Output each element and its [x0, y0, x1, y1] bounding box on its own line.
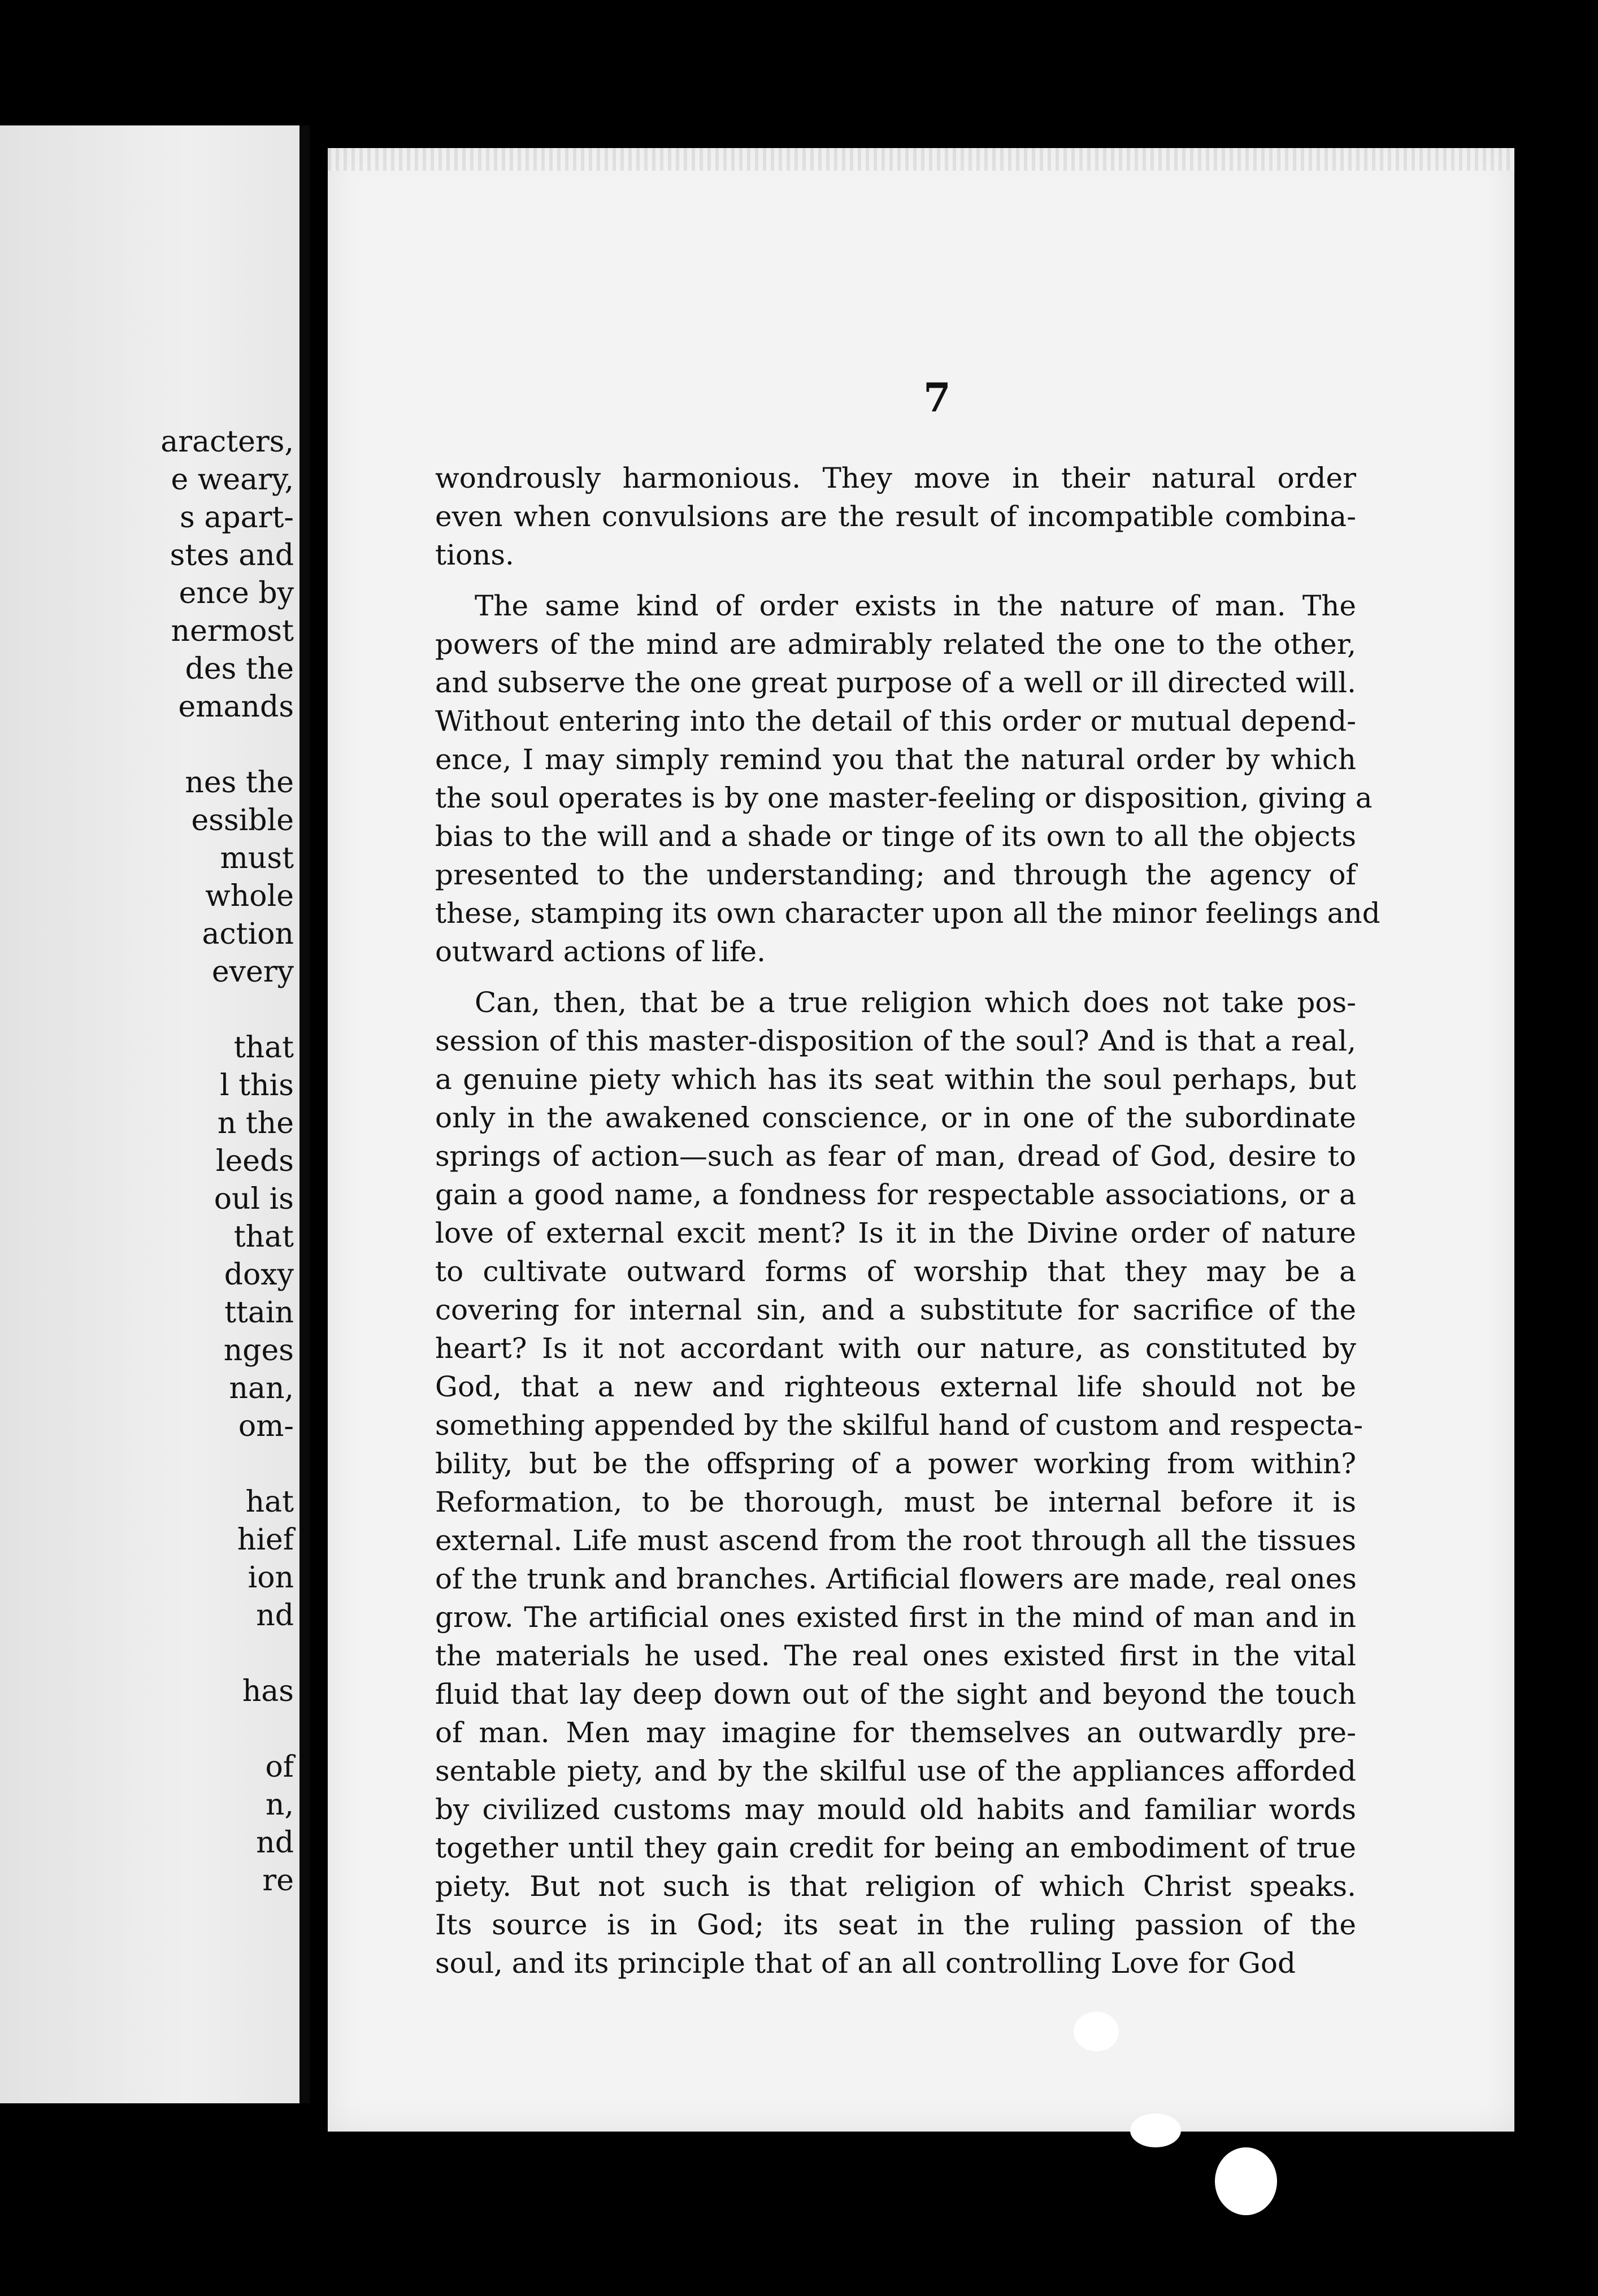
previous-page-line: ttain	[224, 1296, 294, 1330]
text-line: bias to the will and a shade or tinge of its own to all the objects	[435, 820, 1356, 853]
text-line: Without entering into the detail of this order or mutual depend-	[435, 705, 1356, 737]
previous-page-line: nges	[223, 1334, 294, 1368]
text-line: the soul operates is by one master-feeling or disposition, giving a	[435, 782, 1373, 814]
text-line: Reformation, to be thorough, must be internal before it is	[435, 1486, 1356, 1518]
previous-page-line: that	[233, 1220, 294, 1254]
current-page	[328, 148, 1514, 2132]
text-line: fluid that lay deep down out of the sight and beyond the touch	[435, 1678, 1356, 1711]
previous-page-line: whole	[205, 879, 294, 913]
paragraph-gap	[435, 574, 1356, 587]
previous-page-line: stes and	[170, 539, 294, 572]
text-line: grow. The artificial ones existed first in the mind of man and in	[435, 1601, 1356, 1634]
previous-page-line: ion	[247, 1561, 294, 1595]
previous-page-line: n the	[217, 1106, 294, 1140]
text-line: powers of the mind are admirably related the one to the other,	[435, 628, 1356, 661]
previous-page-line: emands	[178, 690, 294, 724]
text-line: sentable piety, and by the skilful use of the appliances afforded	[435, 1755, 1356, 1787]
paragraph-gap	[435, 971, 1356, 983]
text-line: outward actions of life.	[435, 935, 766, 968]
previous-page-line: nermost	[171, 614, 294, 648]
text-line: a genuine piety which has its seat within the soul perhaps, but	[435, 1063, 1356, 1096]
text-line: to cultivate outward forms of worship that they may be a	[435, 1255, 1356, 1288]
text-line: springs of action—such as fear of man, dread of God, desire to	[435, 1140, 1356, 1173]
previous-page-line: that	[233, 1031, 294, 1065]
previous-page-line: n,	[265, 1788, 294, 1822]
text-line: covering for internal sin, and a substitute for sacrifice of the	[435, 1294, 1356, 1326]
page-number: 7	[923, 374, 951, 421]
text-line: session of this master-disposition of the soul? And is that a real,	[435, 1025, 1356, 1057]
previous-page-line: must	[220, 841, 294, 875]
previous-page-line: leeds	[215, 1144, 294, 1178]
previous-page-fragment	[0, 125, 310, 2103]
previous-page-line: re	[262, 1864, 294, 1898]
previous-page-line: l this	[220, 1069, 294, 1103]
previous-page-line: oul is	[214, 1182, 294, 1216]
previous-page-line: essible	[191, 804, 294, 837]
text-line: the materials he used. The real ones existed first in the vital	[435, 1639, 1356, 1672]
text-line: these, stamping its own character upon all the minor feelings and	[435, 897, 1380, 930]
text-line: piety. But not such is that religion of which Christ speaks.	[435, 1870, 1356, 1903]
previous-page-line: s apart-	[180, 501, 294, 535]
text-line: of the trunk and branches. Artificial flowers are made, real ones	[435, 1563, 1357, 1595]
previous-page-line: nd	[256, 1826, 294, 1860]
text-line: by civilized customs may mould old habits and familiar words	[435, 1793, 1356, 1826]
text-line: only in the awakened conscience, or in one of the subordinate	[435, 1101, 1356, 1134]
text-line: external. Life must ascend from the root through all the tissues	[435, 1524, 1356, 1557]
scan-smudge	[1215, 2147, 1277, 2215]
text-line: God, that a new and righteous external life should not be	[435, 1370, 1356, 1403]
text-line: ence, I may simply remind you that the natural order by which	[435, 743, 1356, 776]
text-line: together until they gain credit for being an embodiment of true	[435, 1831, 1356, 1864]
text-line: Can, then, that be a true religion which does not take pos-	[475, 986, 1356, 1019]
text-line: even when convulsions are the result of incompatible combina-	[435, 500, 1356, 533]
previous-page-line: action	[202, 917, 294, 951]
previous-page-line: nd	[256, 1599, 294, 1633]
text-line: Its source is in God; its seat in the ruling passion of the	[435, 1908, 1356, 1941]
text-line: presented to the understanding; and through the agency of	[435, 858, 1356, 891]
text-line: of man. Men may imagine for themselves an outwardly pre-	[435, 1716, 1356, 1749]
text-line: love of external excit ment? Is it in the Divine order of nature	[435, 1217, 1356, 1249]
text-line: tions.	[435, 539, 514, 571]
text-line: something appended by the skilful hand of custom and respecta-	[435, 1409, 1363, 1442]
text-line: gain a good name, a fondness for respectable associations, or a	[435, 1178, 1356, 1211]
previous-page-line: nes the	[185, 766, 294, 800]
scan-smudge	[1130, 2113, 1181, 2147]
previous-page-line: of	[265, 1750, 294, 1784]
text-line: and subserve the one great purpose of a well or ill directed will.	[435, 666, 1356, 699]
previous-page-line: aracters,	[160, 425, 294, 459]
previous-page-line: has	[242, 1674, 294, 1708]
body-text	[435, 459, 1380, 1982]
previous-page-line: hat	[245, 1485, 294, 1519]
previous-page-line: nan,	[229, 1371, 294, 1405]
previous-page-line: om-	[238, 1409, 294, 1443]
scan-smudge	[1074, 2012, 1119, 2051]
previous-page-line: every	[211, 955, 294, 989]
previous-page-line: doxy	[224, 1258, 294, 1292]
previous-page-line: e weary,	[171, 463, 294, 497]
previous-page-line: hief	[237, 1523, 294, 1557]
text-line: heart? Is it not accordant with our nature, as constituted by	[435, 1332, 1356, 1365]
text-line: bility, but be the offspring of a power working from within?	[435, 1447, 1356, 1480]
text-line: wondrously harmonious. They move in their natural order	[435, 462, 1356, 494]
page-edge-speckle	[328, 148, 1514, 171]
text-line: soul, and its principle that of an all controlling Love for God	[435, 1947, 1296, 1980]
page-gutter	[299, 125, 310, 2103]
text-line: The same kind of order exists in the nature of man. The	[475, 589, 1356, 622]
previous-page-line: ence by	[179, 576, 294, 610]
previous-page-line: des the	[185, 652, 294, 686]
